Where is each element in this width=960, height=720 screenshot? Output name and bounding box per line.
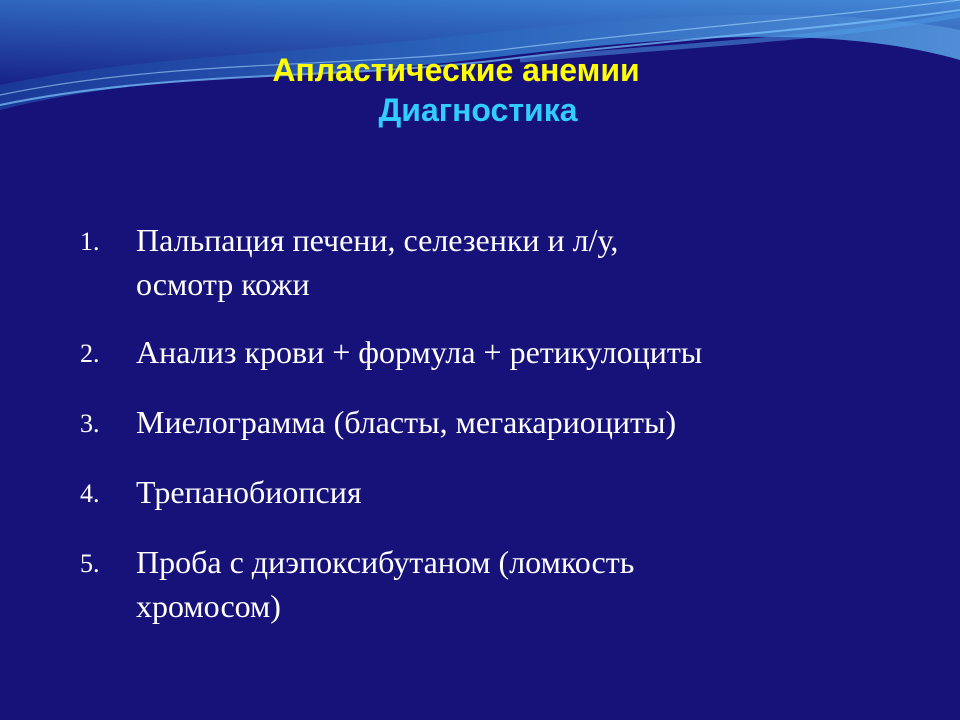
diagnostics-list [80, 218, 900, 652]
list-item [80, 218, 900, 306]
list-item [80, 330, 900, 376]
list-item-line: Проба с диэпоксибутаном (ломкость [136, 544, 635, 580]
list-item-line: Трепанобиопсия [136, 474, 362, 510]
list-item-text [136, 218, 900, 306]
list-item-number: 5. [80, 549, 100, 578]
list-item [80, 470, 900, 516]
list-item-text [136, 400, 900, 446]
list-item-number: 4. [80, 479, 100, 508]
list-item-number: 2. [80, 339, 100, 368]
list-item-number: 1. [80, 227, 100, 256]
list-item-line: Анализ крови + формула + ретикулоциты [136, 334, 703, 370]
list-item-number: 3. [80, 409, 100, 438]
list-item-line: Пальпация печени, селезенки и л/у, [136, 222, 619, 258]
list-item-line: хромосом) [136, 588, 281, 624]
slide-title: Апластические анемии [272, 52, 640, 88]
list-item [80, 540, 900, 628]
list-item-text [136, 540, 900, 628]
list-item-text [136, 470, 900, 516]
list-item [80, 400, 900, 446]
title-block [0, 50, 960, 130]
slide-subtitle: Диагностика [378, 92, 578, 128]
list-item-line: Миелограмма (бласты, мегакариоциты) [136, 404, 677, 440]
list-item-line: осмотр кожи [136, 266, 310, 302]
list-item-text [136, 330, 900, 376]
